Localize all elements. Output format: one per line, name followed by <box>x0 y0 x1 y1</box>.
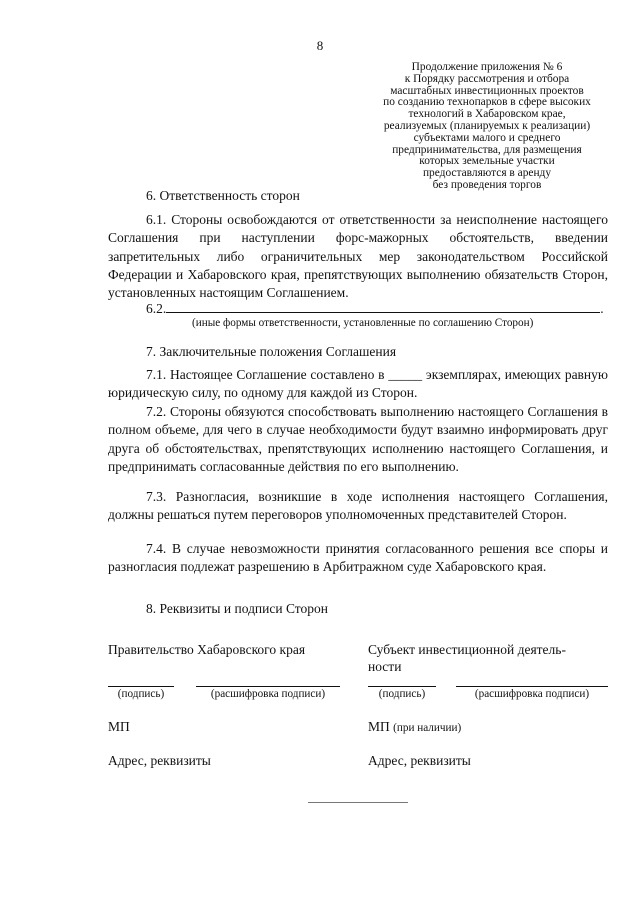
header-line: предоставляются в аренду <box>422 167 552 180</box>
header-line: масштабных инвестиционных проектов <box>390 84 584 97</box>
section-6-heading: 6. Ответственность сторон <box>146 188 300 203</box>
left-address: Адрес, реквизиты <box>108 753 211 768</box>
bottom-divider <box>308 802 408 803</box>
left-decode-line <box>196 686 340 687</box>
right-decode-line <box>456 686 608 687</box>
left-signature-line <box>108 686 174 687</box>
left-signature-caption: (подпись) <box>117 688 165 700</box>
left-decode-caption: (расшифровка подписи) <box>210 688 326 700</box>
right-stamp-label: МП <box>368 719 390 734</box>
paragraph-7-1: 7.1. Настоящее Соглашение составлено в _____ экземплярах, имеющих равную юридическую силу, по одному для каждой из Сторон. <box>108 367 608 401</box>
paragraph-6-2-end: . <box>600 301 604 316</box>
header-line: по созданию технопарков в сфере высоких <box>383 96 591 109</box>
header-line: без проведения торгов <box>432 178 542 191</box>
right-stamp <box>368 719 461 735</box>
right-party-name <box>368 641 566 675</box>
right-address: Адрес, реквизиты <box>368 753 471 768</box>
header-line: технологий в Хабаровском крае, <box>408 108 566 121</box>
header-line: к Порядку рассмотрения и отбора <box>404 72 570 85</box>
header-line: которых земельные участки <box>419 155 555 168</box>
right-signature-line <box>368 686 436 687</box>
paragraph-6-2 <box>146 300 604 317</box>
header-line: Продолжение приложения № 6 <box>411 61 563 73</box>
paragraph-7-3: 7.3. Разногласия, возникшие в ходе исполнения настоящего Соглашения, должны решаться путем переговоров уполномоченных представителей Сторон. <box>108 489 608 523</box>
header-line: субъектами малого и среднего <box>413 131 561 144</box>
right-signature-caption: (подпись) <box>378 688 426 700</box>
appendix-header <box>368 62 606 192</box>
paragraph-6-2-caption: (иные формы ответственности, установленные по соглашению Сторон) <box>192 317 534 329</box>
right-party-line: ности <box>368 659 402 674</box>
paragraph-6-2-label: 6.2. <box>146 301 167 316</box>
header-line: предпринимательства, для размещения <box>392 143 582 156</box>
section-8-heading: 8. Реквизиты и подписи Сторон <box>146 601 328 616</box>
right-party-line: Субъект инвестиционной деятель- <box>368 642 566 657</box>
paragraph-7-2: 7.2. Стороны обязуются способствовать выполнению настоящего Соглашения в полном объеме, для чего в случае необходимости будут взаимно информировать друг друга об обстоятельствах, препятствующих исполнению настоящего Соглашения, и предпринимать согласованные действия по его выполнению. <box>108 404 608 474</box>
blank-line <box>166 300 600 313</box>
section-7-heading: 7. Заключительные положения Соглашения <box>146 344 397 359</box>
left-party-name: Правительство Хабаровского края <box>108 642 306 657</box>
right-stamp-note: (при наличии) <box>393 722 462 734</box>
right-decode-caption: (расшифровка подписи) <box>474 688 590 700</box>
header-line: реализуемых (планируемых к реализации) <box>383 119 591 132</box>
paragraph-7-4: 7.4. В случае невозможности принятия согласованного решения все споры и разногласия подлежат разрешению в Арбитражном суде Хабаровского края. <box>108 541 608 575</box>
left-stamp: МП <box>108 719 130 734</box>
page-number: 8 <box>316 38 324 53</box>
paragraph-6-1: 6.1. Стороны освобождаются от ответственности за неисполнение настоящего Соглашения при наступлении форс-мажорных обстоятельств, введении запретительных либо ограничительных мер законодательством Российской Федерации и Хабаровского края, препятствующих выполнению обязательств Сторон, установленных настоящим Соглашением. <box>108 212 608 301</box>
